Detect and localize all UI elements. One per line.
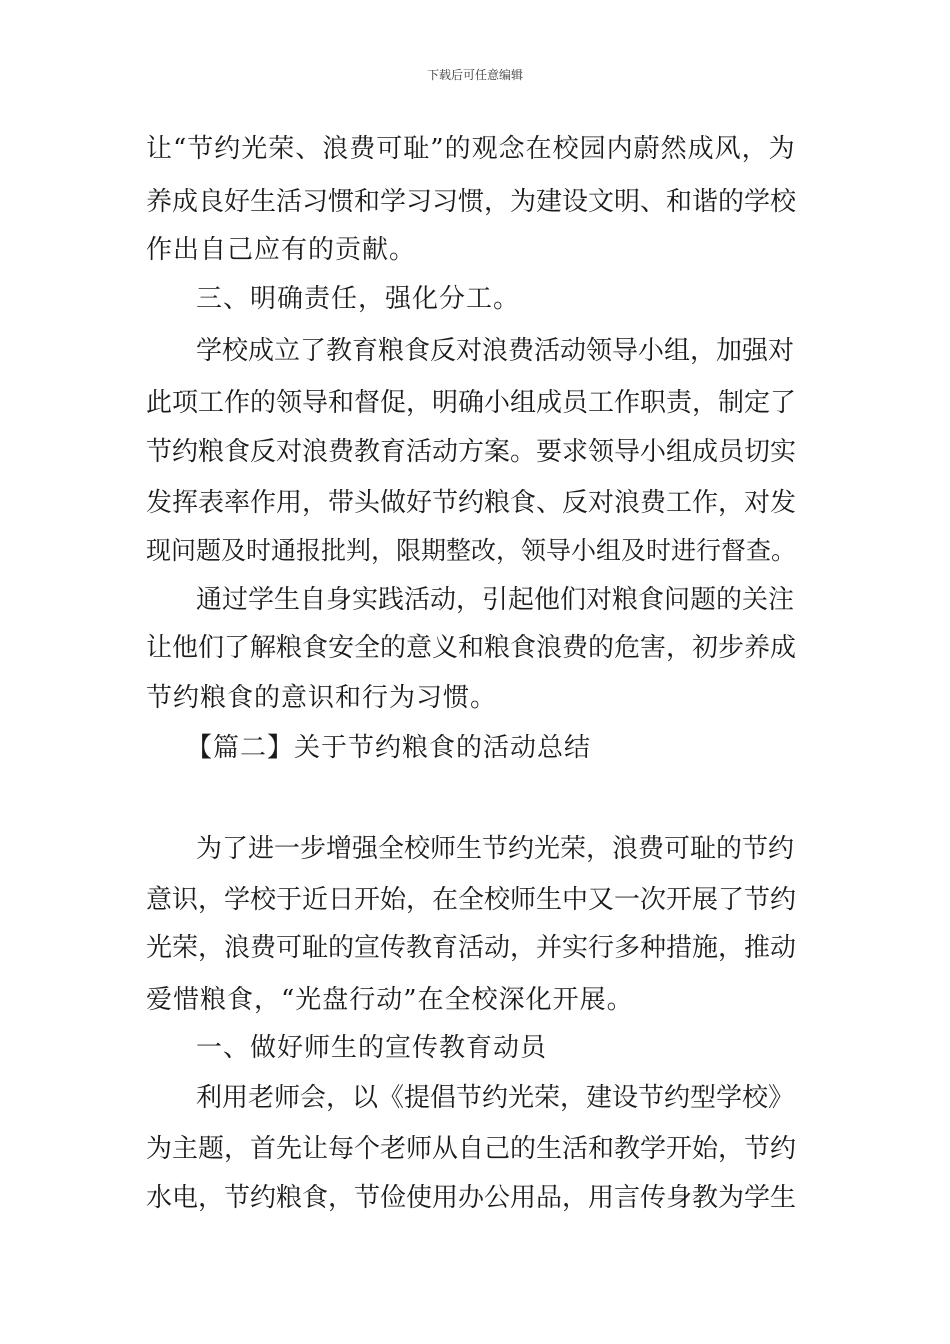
text-line: 通过学生自身实践活动，引起他们对粮食问题的关注 (196, 585, 795, 615)
text-line: 作出自己应有的贡献。 (146, 235, 417, 265)
text-line: 发挥表率作用，带头做好节约粮食、反对浪费工作，对发 (146, 488, 797, 518)
text-line: 让他们了解粮食安全的意义和粮食浪费的危害，初步养成 (146, 633, 797, 663)
text-line: 节约粮食反对浪费教育活动方案。要求领导小组成员切实 (146, 437, 797, 467)
text-line: 为了进一步增强全校师生节约光荣，浪费可耻的节约 (196, 834, 795, 864)
text-line: 让“节约光荣、浪费可耻”的观念在校园内蔚然成风，为 (146, 134, 796, 164)
text-line: 水电，节约粮食，节俭使用办公用品，用言传身教为学生 (146, 1183, 797, 1213)
text-line: 此项工作的领导和督促，明确小组成员工作职责，制定了 (146, 388, 797, 418)
page-header: 下载后可任意编辑 (426, 68, 523, 82)
text-line: 现问题及时通报批判，限期整改，领导小组及时进行督查。 (146, 536, 797, 565)
section-heading: 一、做好师生的宣传教育动员 (196, 1033, 548, 1063)
text-line: 意识，学校于近日开始，在全校师生中又一次开展了节约 (146, 885, 797, 915)
section-heading: 三、明确责任，强化分工。 (196, 284, 521, 314)
text-line: 养成良好生活习惯和学习习惯，为建设文明、和谐的学校 (146, 187, 797, 217)
text-line: 学校成立了教育粮食反对浪费活动领导小组，加强对 (196, 336, 795, 366)
text-line: 爱惜粮食，“光盘行动”在全校深化开展。 (146, 985, 634, 1015)
text-line: 为主题，首先让每个老师从自己的生活和教学开始，节约 (146, 1134, 797, 1164)
text-line: 利用老师会，以《提倡节约光荣，建设节约型学校》 (196, 1083, 795, 1113)
article-title: 【篇二】关于节约粮食的活动总结 (186, 733, 592, 763)
text-line: 光荣，浪费可耻的宣传教育活动，并实行多种措施，推动 (146, 933, 797, 963)
text-line: 节约粮食的意识和行为习惯。 (146, 683, 498, 713)
